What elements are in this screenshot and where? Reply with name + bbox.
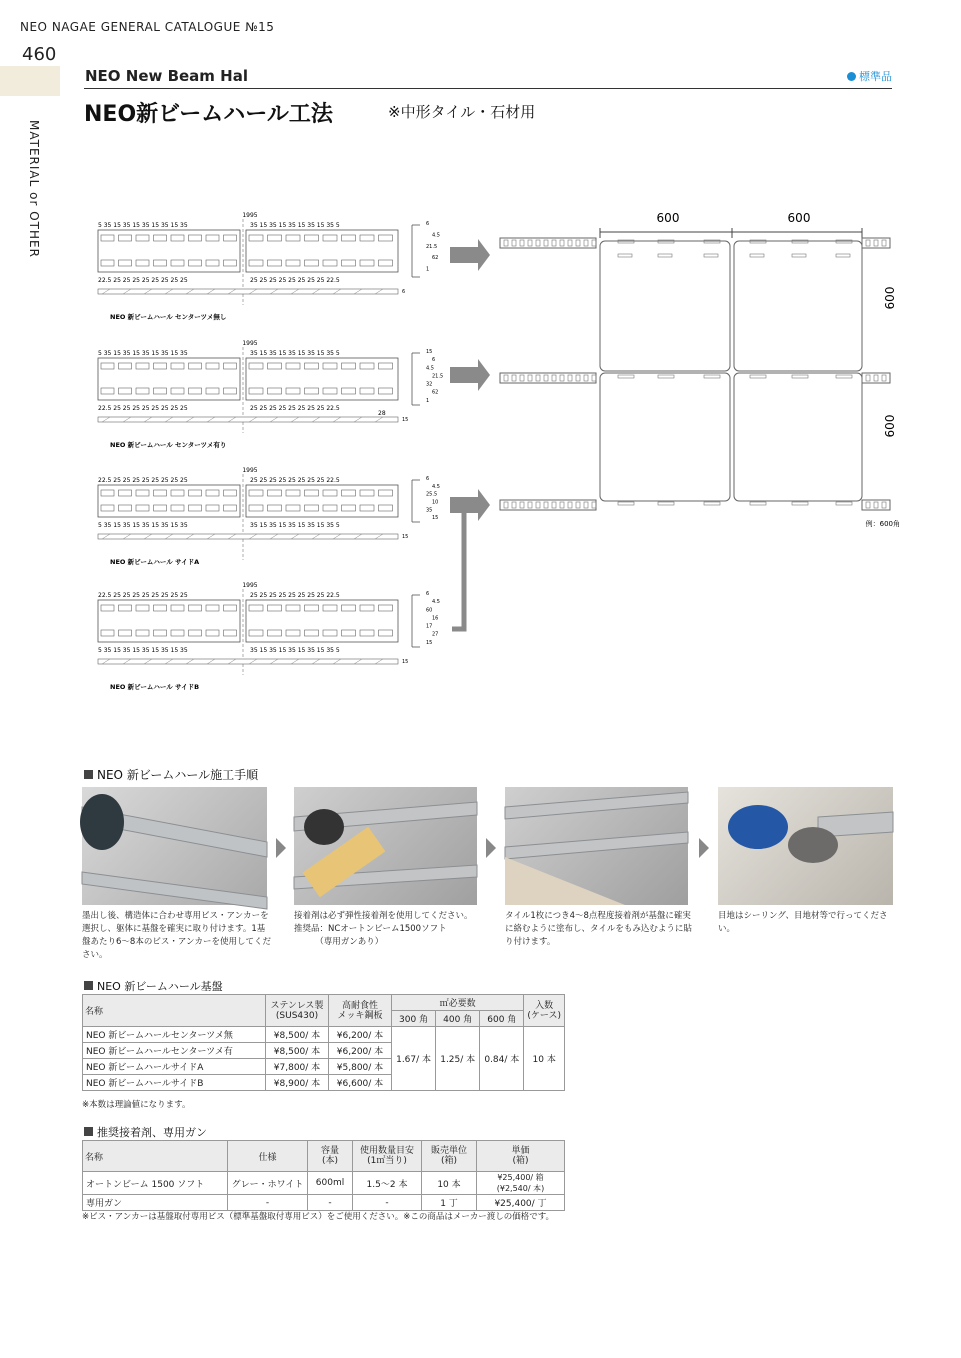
rail-side-dim: 15 — [426, 639, 433, 646]
rail-drawing — [98, 582, 440, 691]
rail-side-dim: 15 — [432, 515, 439, 522]
step-photo-4 — [718, 787, 893, 905]
col-a-capacity: 容量 (本) — [308, 1141, 353, 1172]
table-row: オートンビーム 1500 ソフト グレー・ホワイト 600ml 1.5～2 本 10 本 ¥25,400/ 箱 (¥2,540/ 本) — [83, 1172, 565, 1195]
required-400: 1.25/ 本 — [436, 1027, 480, 1091]
rail-bottom-dims-right: 35 15 35 15 35 15 35 15 35 5 — [250, 647, 340, 654]
adhesive-price-table — [82, 1140, 565, 1211]
square-bullet-icon — [84, 1127, 93, 1136]
col-required: ㎡必要数 — [392, 995, 524, 1011]
required-300: 1.67/ 本 — [392, 1027, 436, 1091]
rail-top-dims-right: 25 25 25 25 25 25 25 25 22.5 — [250, 592, 340, 599]
example-caption: 例：600角 — [865, 520, 900, 528]
header-rule — [84, 88, 892, 89]
col-stainless: ステンレス製 (SUS430) — [266, 995, 329, 1027]
rail-extra-dim: 28 — [378, 410, 386, 417]
rail-bottom-dims-right: 35 15 35 15 35 15 35 15 35 5 — [250, 522, 340, 529]
step-3-text: タイル1枚につき4～8点程度接着剤が基盤に確実に絡むように塗布し、タイルをもみ込むように貼り付けます。 — [505, 911, 692, 947]
step-photo-1-art — [82, 787, 267, 905]
section-subtitle: NEO New Beam Hal — [85, 67, 248, 85]
rail-side-dim: 21.5 — [432, 373, 444, 380]
table-row: NEO 新ビームハールサイドA ¥7,800/ 本 ¥5,800/ 本 — [83, 1059, 565, 1075]
square-bullet-icon — [84, 770, 93, 779]
rail-drawing-group — [98, 212, 443, 691]
step-photo-1 — [82, 787, 267, 905]
rail-top-dims: 5 35 15 35 15 35 15 35 15 35 — [98, 350, 188, 357]
step-chevron-icon — [276, 838, 286, 858]
rail-side-dim: 6 — [426, 221, 430, 227]
rail-top-dims-right: 25 25 25 25 25 25 25 25 22.5 — [250, 477, 340, 484]
rail-top-dims-right: 35 15 35 15 35 15 35 15 35 5 — [250, 222, 340, 229]
rail-side-dim: 4.5 — [426, 365, 434, 372]
tile — [734, 241, 862, 371]
rail-bottom-dims: 5 35 15 35 15 35 15 35 15 35 — [98, 522, 188, 529]
table-row: NEO 新ビームハールセンターツメ有 ¥8,500/ 本 ¥6,200/ 本 — [83, 1043, 565, 1059]
col-galv: 高耐食性 メッキ鋼板 — [329, 995, 392, 1027]
vertical-section-label: MATERIAL or OTHER — [27, 120, 41, 258]
arrow-icon — [450, 239, 490, 271]
connector-arrow-line — [452, 507, 464, 629]
rail-top-dims: 22.5 25 25 25 25 25 25 25 25 — [98, 592, 188, 599]
rail-side-dim: 1 — [426, 397, 430, 404]
adhesive-table-heading: 推奨接着剤、専用ガン — [84, 1124, 207, 1140]
rail-caption: NEO 新ビームハール センターツメ無し — [110, 313, 227, 321]
table-row: NEO 新ビームハールセンターツメ無 ¥8,500/ 本 ¥6,200/ 本 1.67/ 本 1.25/ 本 0.84/ 本 10 本 — [83, 1027, 565, 1043]
rail-side-dim: 4.5 — [432, 232, 440, 239]
standard-badge — [847, 68, 892, 84]
col-a-spec: 仕様 — [228, 1141, 308, 1172]
tile-width-2: 600 — [787, 211, 811, 225]
adhesive-table-footnote: ※ビス・アンカーは基盤取付専用ビス（標準基盤取付専用ビス）をご使用ください。※この商品はメーカー渡しの価格です。 — [82, 1212, 555, 1222]
case-qty: 10 本 — [524, 1027, 565, 1091]
rail-length: 1995 — [242, 582, 258, 589]
step-2-text: 接着剤は必ず弾性接着剤を使用してください。 推奨品：NCオートンビーム1500ソフト （専用ガンあり） — [294, 911, 473, 947]
rail-side-dim: 35 — [426, 507, 433, 514]
rail-foot-dim: 15 — [402, 659, 409, 665]
rail-bottom-dims-right: 25 25 25 25 25 25 25 25 22.5 — [250, 277, 340, 284]
rail-side-dim: 32 — [426, 381, 433, 388]
step-chevron-icon — [486, 838, 496, 858]
dot-icon — [847, 72, 856, 81]
rail-side-dim: 6 — [426, 476, 430, 482]
col-a-name: 名称 — [83, 1141, 228, 1172]
tile-height-2: 600 — [883, 414, 897, 438]
rail-side-dim: 62 — [432, 389, 439, 396]
tile — [600, 241, 730, 371]
rail-foot-dim: 15 — [402, 534, 409, 540]
base-table-heading: NEO 新ビームハール基盤 — [84, 978, 223, 994]
tab-band — [0, 66, 60, 96]
rail-caption: NEO 新ビームハール サイドA — [110, 558, 200, 566]
rail-top-dims: 22.5 25 25 25 25 25 25 25 25 — [98, 477, 188, 484]
rail-side-dim: 60 — [426, 607, 433, 614]
rail-side-dim: 10 — [432, 499, 439, 506]
title-note: ※中形タイル・石材用 — [388, 103, 536, 121]
procedure-heading: NEO 新ビームハール施工手順 — [84, 766, 258, 783]
rail-drawing — [98, 340, 443, 449]
col-a-price: 単価 (箱) — [477, 1141, 565, 1172]
rail-side-dim: 15 — [426, 349, 433, 355]
col-name: 名称 — [83, 995, 266, 1027]
step-chevron-icon — [699, 838, 709, 858]
rail-drawing — [98, 467, 440, 566]
flow-arrows — [440, 225, 500, 645]
col-400: 400 角 — [436, 1011, 480, 1027]
rail-bottom-dims: 22.5 25 25 25 25 25 25 25 25 — [98, 277, 188, 284]
rail-top-dims: 5 35 15 35 15 35 15 35 15 35 — [98, 222, 188, 229]
rail-length: 1995 — [242, 467, 258, 474]
col-600: 600 角 — [480, 1011, 524, 1027]
rail-side-dim: 1 — [426, 266, 430, 273]
col-a-usage: 使用数量目安 (1㎡当り) — [353, 1141, 422, 1172]
rail-length: 1995 — [242, 340, 258, 347]
rail-caption: NEO 新ビームハール サイドB — [110, 683, 200, 691]
arrow-icon — [450, 359, 490, 391]
rail-side-dim: 6 — [432, 357, 436, 364]
square-bullet-icon — [84, 981, 93, 990]
rail-side-dim: 21.5 — [426, 243, 438, 250]
rail-side-dim: 4.5 — [432, 483, 440, 490]
rail-drawings — [90, 205, 444, 705]
base-table-footnote: ※本数は理論値になります。 — [82, 1100, 191, 1110]
rail-side-dim: 62 — [432, 255, 439, 262]
rail-side-dim: 25.5 — [426, 491, 438, 498]
rail-bottom-dims: 22.5 25 25 25 25 25 25 25 25 — [98, 405, 188, 412]
rail-caption: NEO 新ビームハール センターツメ有り — [110, 441, 227, 449]
table-row: 専用ガン - - - 1 丁 ¥25,400/ 丁 — [83, 1195, 565, 1211]
step-4-text: 目地はシーリング、目地材等で行ってください。 — [718, 911, 888, 934]
tile — [600, 373, 730, 501]
col-case: 入数 (ケース) — [524, 995, 565, 1027]
rail-foot-dim: 15 — [402, 417, 409, 423]
step-photo-2-art — [294, 787, 477, 905]
rail-top-dims-right: 35 15 35 15 35 15 35 15 35 5 — [250, 350, 340, 357]
step-photo-2 — [294, 787, 477, 905]
tile-height-1: 600 — [883, 286, 897, 310]
tile-layout-diagram — [496, 208, 902, 538]
table-row: NEO 新ビームハールサイドB ¥8,900/ 本 ¥6,600/ 本 — [83, 1075, 565, 1091]
col-a-unit: 販売単位 (箱) — [422, 1141, 477, 1172]
rail-bottom-dims: 5 35 15 35 15 35 15 35 15 35 — [98, 647, 188, 654]
step-photo-3 — [505, 787, 688, 905]
step-photo-4-art — [718, 787, 893, 905]
rail-side-dim: 4.5 — [432, 599, 440, 606]
rail-length: 1995 — [242, 212, 258, 219]
rail-side-dim: 6 — [426, 591, 430, 597]
rail-drawing — [98, 212, 440, 321]
col-300: 300 角 — [392, 1011, 436, 1027]
required-600: 0.84/ 本 — [480, 1027, 524, 1091]
page-title: NEO新ビームハール工法 — [84, 102, 333, 127]
standard-badge-label: 標準品 — [859, 70, 892, 83]
rail-foot-dim: 6 — [402, 289, 406, 295]
catalogue-title: NEO NAGAE GENERAL CATALOGUE №15 — [20, 20, 275, 34]
step-photo-3-art — [505, 787, 688, 905]
rail-bottom-dims-right: 25 25 25 25 25 25 25 25 22.5 — [250, 405, 340, 412]
tile-width-1: 600 — [656, 211, 680, 225]
tile — [734, 373, 862, 501]
rail-side-dim: 27 — [432, 631, 439, 638]
step-1-text: 墨出し後、構造体に合わせ専用ビス・アンカーを選択し、躯体に基盤を確実に取り付けます。1基盤あたり6～8本のビス・アンカーを使用してください。 — [82, 911, 271, 960]
base-price-table — [82, 994, 565, 1091]
page-number: 460 — [22, 44, 57, 65]
rail-side-dim: 16 — [432, 615, 439, 622]
rail-side-dim: 17 — [426, 623, 433, 630]
